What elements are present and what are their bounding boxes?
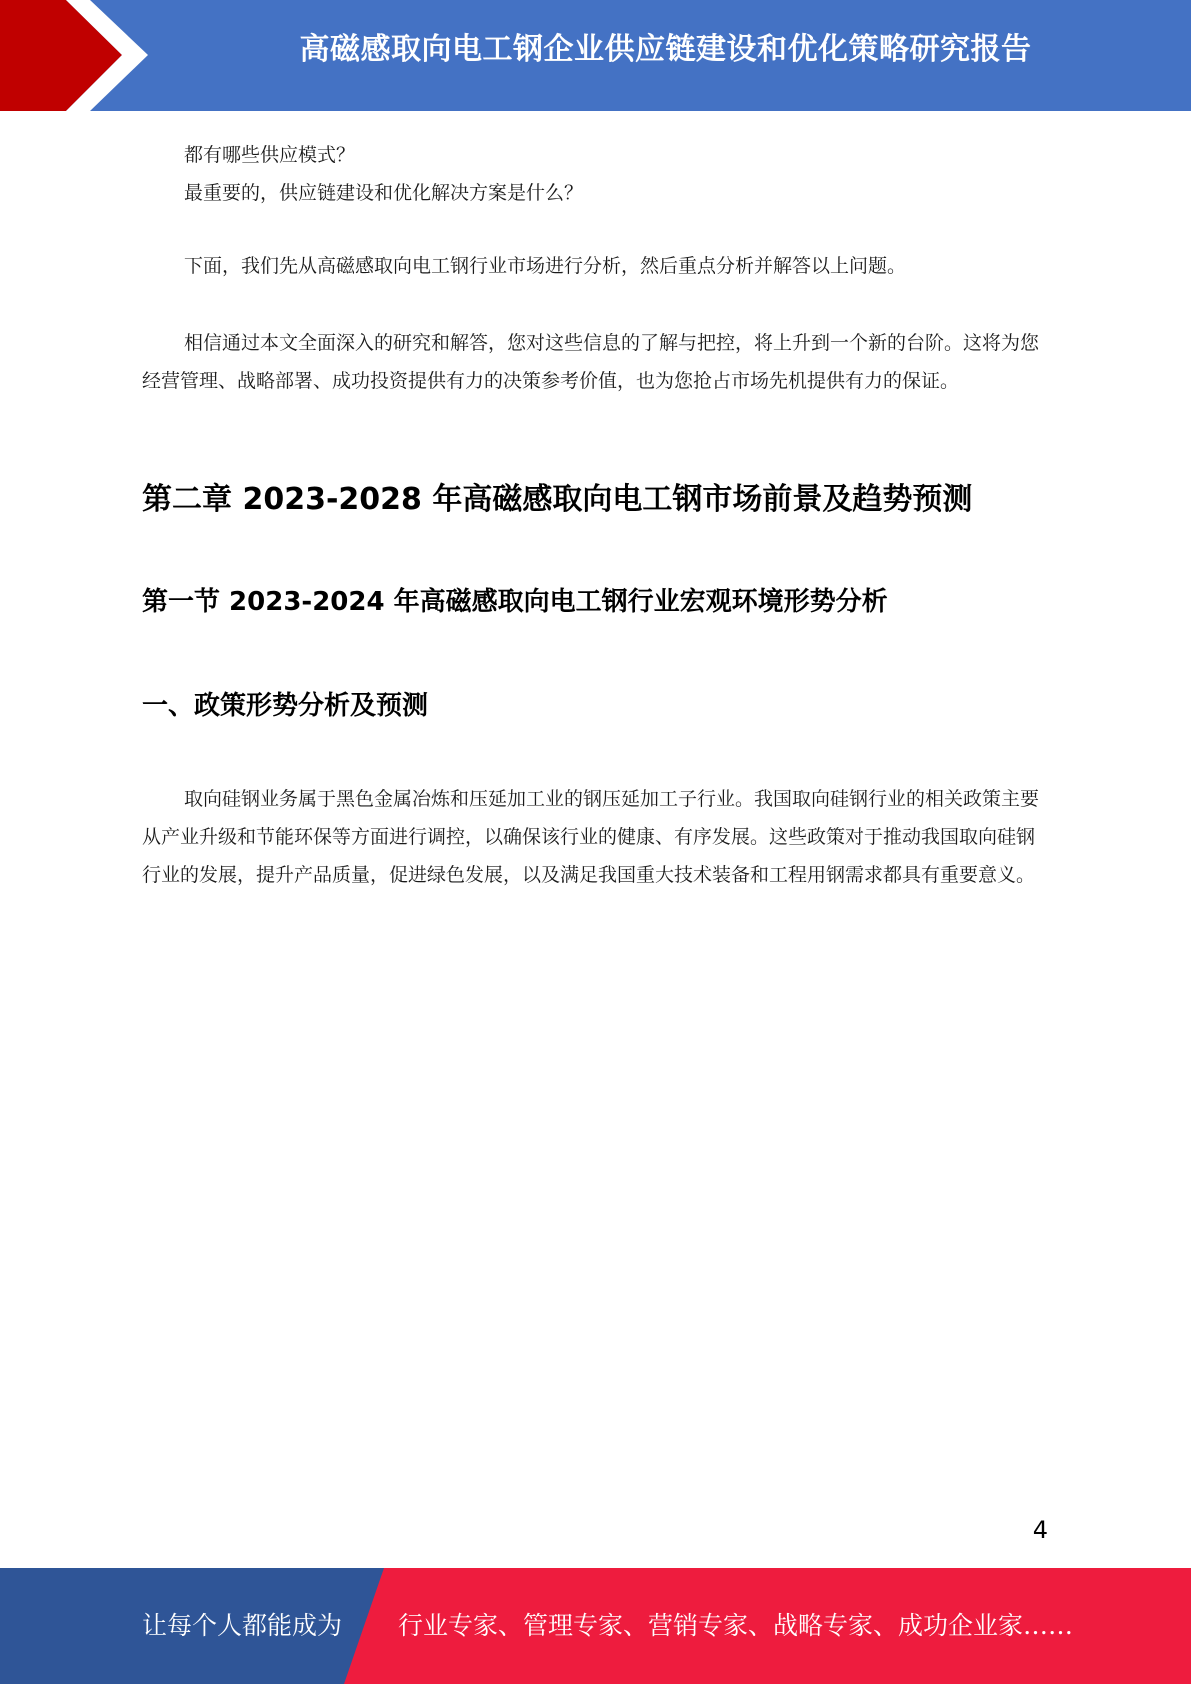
report-title: 高磁感取向电工钢企业供应链建设和优化策略研究报告 [299, 32, 1032, 67]
subsection-title: 一、政策形势分析及预测 [142, 691, 429, 721]
footer-slogan-right: 行业专家、管理专家、营销专家、战略专家、成功企业家…… [398, 1611, 1074, 1640]
paragraph-policy-analysis: 取向硅钢业务属于黑色金属冶炼和压延加工业的钢压延加工子行业。我国取向硅钢行业的相关政策主要从产业升级和节能环保等方面进行调控，以确保该行业的健康、有序发展。这些政策对于推动我国取向硅钢行业的发展，提升产品质量，促进绿色发展，以及满足我国重大技术装备和工程用钢需求都具有重要意义。 [142, 788, 1040, 886]
footer-slogan-left: 让每个人都能成为 [142, 1611, 343, 1640]
paragraph-value-statement: 相信通过本文全面深入的研究和解答，您对这些信息的了解与把控，将上升到一个新的台阶。这将为您经营管理、战略部署、成功投资提供有力的决策参考价值，也为您抢占市场先机提供有力的保证。 [142, 332, 1040, 392]
header-chevron-accent [0, 0, 160, 111]
paragraph-supply-modes: 都有哪些供应模式？ [184, 144, 356, 166]
page-footer [0, 1568, 1191, 1684]
page-number: 4 [1032, 1516, 1048, 1544]
paragraph-analysis-intro: 下面，我们先从高磁感取向电工钢行业市场进行分析，然后重点分析并解答以上问题。 [184, 255, 907, 277]
section-title: 第一节 2023-2024 年高磁感取向电工钢行业宏观环境形势分析 [142, 587, 888, 617]
page-header [0, 0, 1191, 111]
chapter-title: 第二章 2023-2028 年高磁感取向电工钢市场前景及趋势预测 [142, 482, 973, 517]
paragraph-solution-question: 最重要的，供应链建设和优化解决方案是什么？ [184, 182, 584, 204]
